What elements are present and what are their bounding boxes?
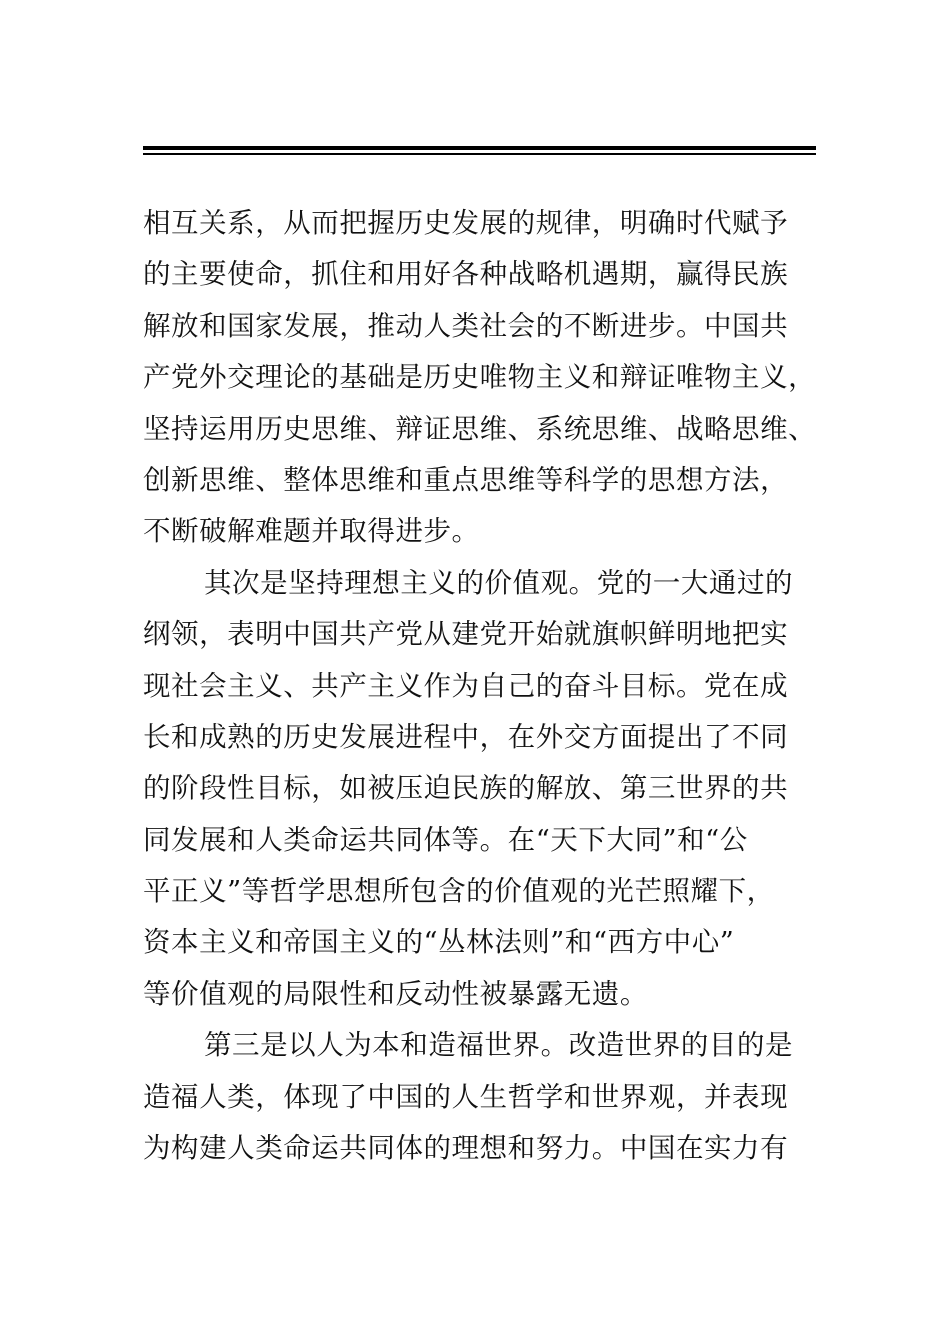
- text-line: 平正义”等哲学思想所包含的价值观的光芒照耀下，: [143, 875, 775, 908]
- body-text: [143, 198, 833, 1174]
- paragraph-first-line: 第三是以人为本和造福世界。改造世界的目的是: [204, 1029, 794, 1062]
- text-line: 纲领，表明中国共产党从建党开始就旗帜鲜明地把实: [143, 618, 789, 651]
- text-line: 产党外交理论的基础是历史唯物主义和辩证唯物主义，: [143, 361, 817, 394]
- text-line: 的主要使命，抓住和用好各种战略机遇期，赢得民族: [143, 258, 789, 291]
- text-line: 坚持运用历史思维、辩证思维、系统思维、战略思维、: [143, 412, 817, 445]
- header-double-rule: [143, 146, 816, 155]
- text-line: 长和成熟的历史发展进程中，在外交方面提出了不同: [143, 720, 789, 753]
- text-line: 为构建人类命运共同体的理想和努力。中国在实力有: [143, 1132, 789, 1165]
- text-line: 资本主义和帝国主义的“丛林法则”和“西方中心”: [143, 926, 735, 959]
- paragraph-first-line: 其次是坚持理想主义的价值观。党的一大通过的: [204, 566, 794, 599]
- text-line: 创新思维、整体思维和重点思维等科学的思想方法，: [143, 463, 789, 496]
- text-line: 相互关系，从而把握历史发展的规律，明确时代赋予: [143, 207, 789, 239]
- text-line: 解放和国家发展，推动人类社会的不断进步。中国共: [143, 309, 789, 342]
- text-line: 不断破解难题并取得进步。: [143, 515, 480, 548]
- text-line: 同发展和人类命运共同体等。在“天下大同”和“公: [143, 823, 748, 856]
- header-rule-thick: [143, 146, 816, 150]
- text-line: 现社会主义、共产主义作为自己的奋斗目标。党在成: [143, 669, 789, 702]
- header-rule-thin: [143, 153, 816, 155]
- text-line: 等价值观的局限性和反动性被暴露无遗。: [143, 977, 648, 1010]
- text-line: 造福人类，体现了中国的人生哲学和世界观，并表现: [143, 1080, 789, 1113]
- text-line: 的阶段性目标，如被压迫民族的解放、第三世界的共: [143, 772, 789, 805]
